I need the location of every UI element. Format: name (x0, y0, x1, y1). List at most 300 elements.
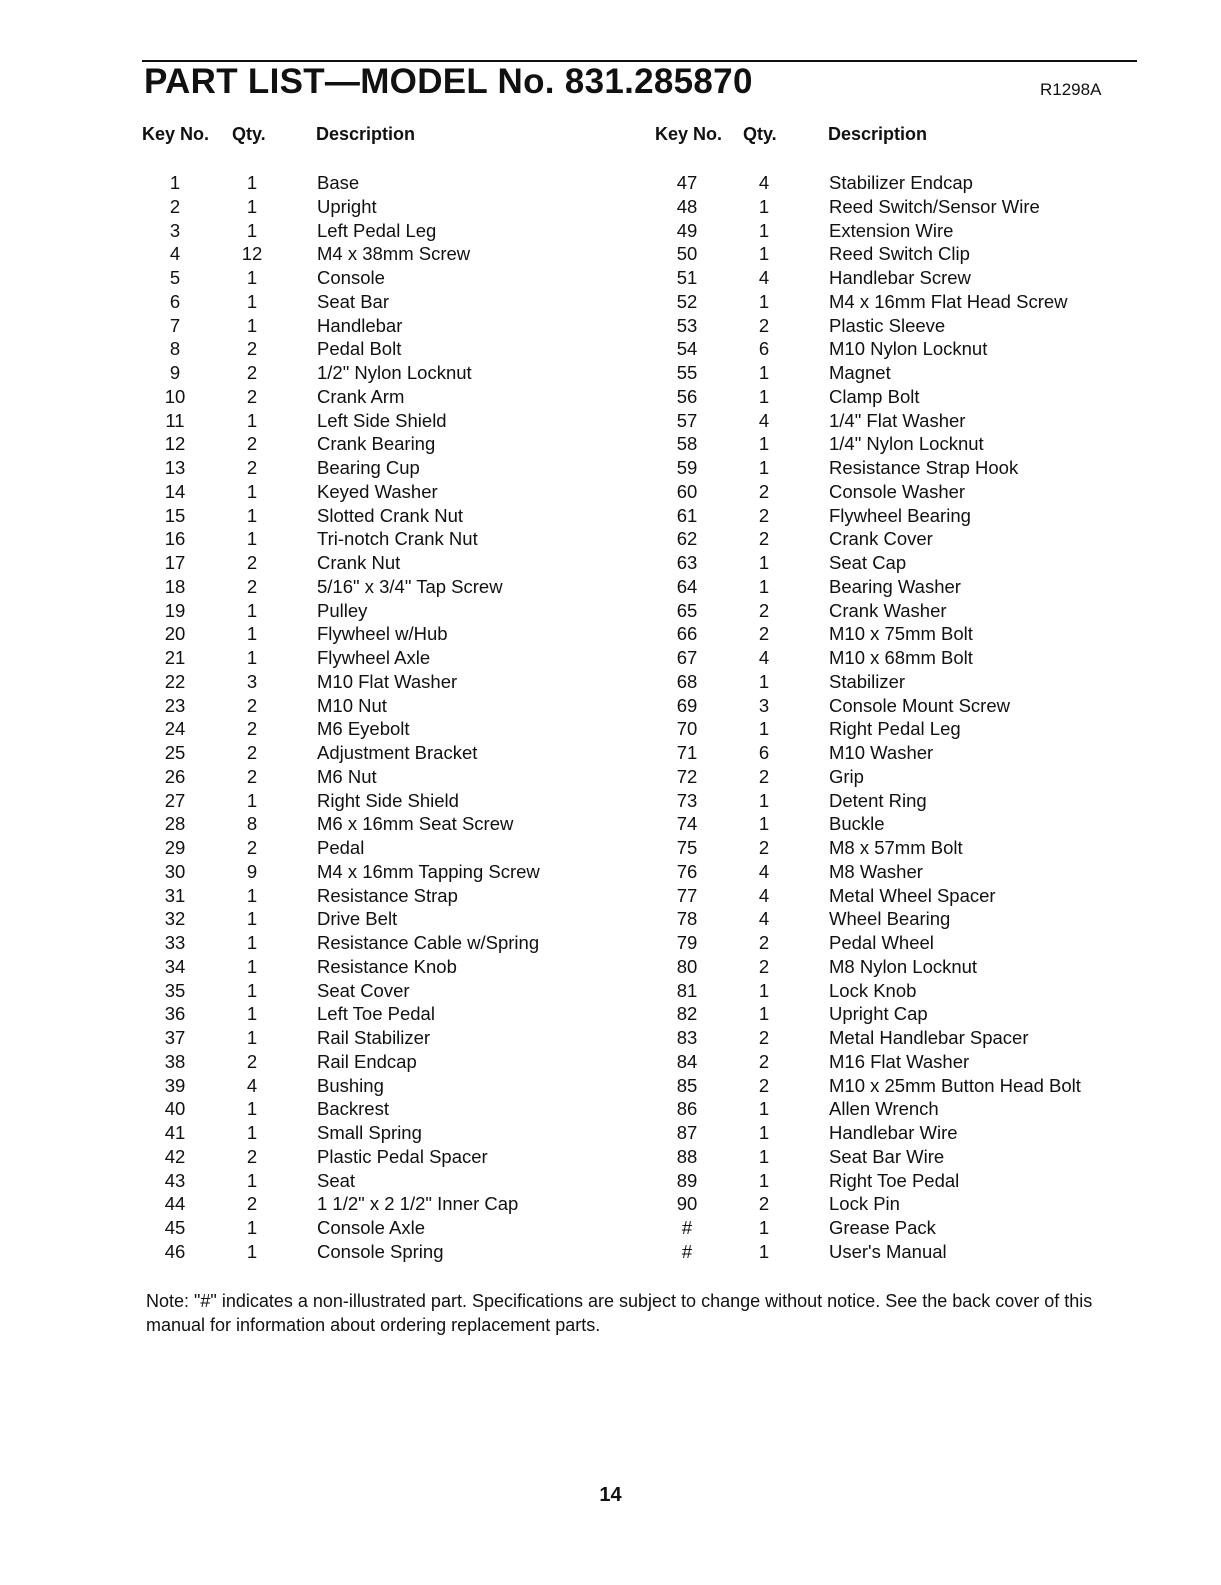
key-number: 40 (164, 1098, 186, 1120)
table-row (662, 718, 1132, 742)
part-description: Upright Cap (829, 1003, 928, 1025)
key-number: # (681, 1240, 693, 1262)
table-row (662, 243, 1132, 267)
parts-table-left (150, 172, 620, 1265)
page-number: 14 (599, 1484, 622, 1506)
table-row (150, 742, 620, 766)
part-description: Bearing Cup (317, 457, 420, 478)
part-description: Handlebar (317, 314, 403, 336)
key-number: 62 (676, 528, 698, 550)
part-description: Magnet (829, 362, 891, 383)
table-row (662, 956, 1132, 980)
table-row (662, 671, 1132, 695)
quantity: 2 (246, 362, 258, 383)
quantity: 4 (758, 647, 770, 668)
key-number: 41 (164, 1122, 186, 1143)
quantity: 1 (758, 789, 770, 811)
part-description: 5/16" x 3/4" Tap Screw (317, 575, 503, 597)
key-number: 63 (676, 552, 698, 573)
table-row (150, 505, 620, 529)
key-number: 44 (164, 1193, 186, 1215)
part-description: Left Pedal Leg (317, 219, 437, 241)
part-description: Seat Cover (317, 979, 410, 1001)
quantity: 4 (758, 860, 770, 882)
quantity: 1 (246, 267, 258, 288)
quantity: 1 (758, 457, 770, 478)
key-number: 60 (676, 480, 698, 502)
part-description: Console Axle (317, 1217, 425, 1238)
key-number: 14 (164, 480, 186, 502)
quantity: 2 (758, 1027, 770, 1048)
part-description: Crank Cover (829, 528, 933, 550)
quantity: 1 (758, 433, 770, 455)
right-header-description: Description (828, 124, 928, 144)
key-number: 70 (676, 718, 698, 740)
key-number: 13 (164, 457, 186, 478)
table-row (662, 172, 1132, 196)
table-row (150, 600, 620, 624)
table-row (662, 362, 1132, 386)
part-description: Crank Nut (317, 552, 401, 573)
table-row (150, 315, 620, 339)
part-description: Crank Washer (829, 599, 947, 621)
table-row (662, 505, 1132, 529)
right-header-qty: Qty. (743, 124, 777, 144)
quantity: 3 (246, 670, 258, 692)
table-row (662, 552, 1132, 576)
part-description: Left Toe Pedal (317, 1003, 435, 1025)
table-row (662, 267, 1132, 291)
part-description: Reed Switch/Sensor Wire (829, 195, 1040, 217)
table-row (150, 956, 620, 980)
key-number: 8 (169, 338, 181, 360)
quantity: 1 (246, 480, 258, 502)
quantity: 2 (246, 718, 258, 740)
quantity: 1 (758, 1122, 770, 1143)
quantity: 1 (758, 385, 770, 407)
table-row (662, 647, 1132, 671)
table-row (662, 790, 1132, 814)
table-row (150, 386, 620, 410)
table-row (662, 932, 1132, 956)
key-number: 47 (676, 172, 698, 193)
part-description: Slotted Crank Nut (317, 504, 464, 526)
table-row (662, 1146, 1132, 1170)
quantity: 1 (246, 599, 258, 621)
quantity: 1 (246, 884, 258, 906)
quantity: 12 (241, 243, 263, 265)
part-description: Pedal Bolt (317, 338, 402, 360)
key-number: 90 (676, 1193, 698, 1215)
part-description: Resistance Strap (317, 884, 458, 906)
table-row (150, 1027, 620, 1051)
quantity: 1 (246, 789, 258, 811)
key-number: 51 (676, 267, 698, 288)
table-row (150, 1051, 620, 1075)
quantity: 4 (758, 884, 770, 906)
quantity: 2 (246, 457, 258, 478)
part-description: Resistance Cable w/Spring (317, 932, 540, 953)
key-number: 20 (164, 623, 186, 645)
key-number: 37 (164, 1027, 186, 1048)
table-row (150, 718, 620, 742)
part-description: M8 x 57mm Bolt (829, 837, 963, 858)
table-row (662, 433, 1132, 457)
key-number: 84 (676, 1050, 698, 1072)
key-number: 64 (676, 575, 698, 597)
part-description: Reed Switch Clip (829, 243, 970, 265)
key-number: 28 (164, 813, 186, 835)
part-description: Drive Belt (317, 908, 398, 930)
table-row (150, 362, 620, 386)
quantity: 1 (758, 219, 770, 241)
quantity: 1 (246, 1217, 258, 1238)
table-row (662, 386, 1132, 410)
key-number: 78 (676, 908, 698, 930)
left-header-qty: Qty. (232, 124, 266, 144)
key-number: 73 (676, 789, 698, 811)
quantity: 2 (246, 694, 258, 716)
part-description: Right Toe Pedal (829, 1169, 960, 1191)
quantity: 2 (246, 765, 258, 787)
key-number: 38 (164, 1050, 186, 1072)
quantity: 1 (758, 552, 770, 573)
table-row (662, 196, 1132, 220)
key-number: 10 (164, 385, 186, 407)
quantity: 2 (246, 433, 258, 455)
table-row (662, 1003, 1132, 1027)
part-description: Metal Wheel Spacer (829, 884, 996, 906)
key-number: 82 (676, 1003, 698, 1025)
table-row (150, 1098, 620, 1122)
table-row (662, 1027, 1132, 1051)
table-row (150, 552, 620, 576)
part-description: Plastic Sleeve (829, 314, 946, 336)
part-description: M4 x 38mm Screw (317, 243, 471, 265)
key-number: 26 (164, 765, 186, 787)
quantity: 1 (758, 1098, 770, 1120)
table-row (662, 1241, 1132, 1265)
key-number: 55 (676, 362, 698, 383)
table-row (662, 742, 1132, 766)
part-description: M6 x 16mm Seat Screw (317, 813, 514, 835)
key-number: 16 (164, 528, 186, 550)
table-row (662, 291, 1132, 315)
key-number: 59 (676, 457, 698, 478)
part-description: 1/2" Nylon Locknut (317, 362, 472, 383)
key-number: 36 (164, 1003, 186, 1025)
part-description: M4 x 16mm Flat Head Screw (829, 290, 1068, 312)
part-description: Grip (829, 765, 864, 787)
key-number: 85 (676, 1074, 698, 1096)
table-row (662, 1075, 1132, 1099)
quantity: 2 (758, 480, 770, 502)
part-description: Clamp Bolt (829, 385, 920, 407)
key-number: 74 (676, 813, 698, 835)
part-description: Crank Bearing (317, 433, 436, 455)
part-description: Stabilizer (829, 670, 906, 692)
key-number: 25 (164, 742, 186, 763)
table-row (662, 695, 1132, 719)
table-row (662, 908, 1132, 932)
quantity: 1 (758, 718, 770, 740)
quantity: 1 (758, 290, 770, 312)
quantity: 1 (246, 504, 258, 526)
quantity: 1 (758, 1217, 770, 1238)
part-description: Right Side Shield (317, 789, 459, 811)
part-description: 1/4" Nylon Locknut (829, 433, 984, 455)
table-row (150, 1003, 620, 1027)
part-description: M6 Nut (317, 765, 377, 787)
table-row (662, 1098, 1132, 1122)
quantity: 1 (246, 1169, 258, 1191)
quantity: 1 (758, 195, 770, 217)
quantity: 1 (758, 243, 770, 265)
key-number: 80 (676, 955, 698, 977)
part-description: Right Pedal Leg (829, 718, 961, 740)
part-description: Resistance Strap Hook (829, 457, 1019, 478)
key-number: 54 (676, 338, 698, 360)
key-number: 42 (164, 1145, 186, 1167)
quantity: 1 (246, 290, 258, 312)
key-number: 33 (164, 932, 186, 953)
quantity: 2 (758, 1193, 770, 1215)
key-number: 58 (676, 433, 698, 455)
key-number: 31 (164, 884, 186, 906)
key-number: 27 (164, 789, 186, 811)
part-description: Console Spring (317, 1240, 444, 1262)
table-row (150, 433, 620, 457)
key-number: 19 (164, 599, 186, 621)
part-description: M10 x 68mm Bolt (829, 647, 973, 668)
quantity: 1 (246, 955, 258, 977)
table-row (150, 576, 620, 600)
quantity: 8 (246, 813, 258, 835)
part-description: Rail Endcap (317, 1050, 417, 1072)
key-number: 2 (169, 195, 181, 217)
key-number: 7 (169, 314, 181, 336)
table-row (150, 790, 620, 814)
quantity: 4 (246, 1074, 258, 1096)
quantity: 2 (758, 932, 770, 953)
table-row (150, 1217, 620, 1241)
part-description: M6 Eyebolt (317, 718, 410, 740)
table-row (150, 1146, 620, 1170)
table-row (662, 338, 1132, 362)
table-row (662, 1193, 1132, 1217)
table-row (662, 623, 1132, 647)
quantity: 4 (758, 409, 770, 431)
part-description: Left Side Shield (317, 409, 447, 431)
part-description: Bushing (317, 1074, 384, 1096)
part-description: Pulley (317, 599, 368, 621)
table-row (150, 528, 620, 552)
quantity: 2 (246, 742, 258, 763)
key-number: 15 (164, 504, 186, 526)
key-number: 5 (169, 267, 181, 288)
quantity: 1 (758, 575, 770, 597)
quantity: 1 (246, 409, 258, 431)
quantity: 1 (758, 1145, 770, 1167)
part-description: Console Mount Screw (829, 694, 1010, 716)
key-number: 9 (169, 362, 181, 383)
quantity: 6 (758, 742, 770, 763)
part-description: Seat Bar (317, 290, 389, 312)
table-row (662, 861, 1132, 885)
quantity: 2 (246, 552, 258, 573)
key-number: 12 (164, 433, 186, 455)
table-row (662, 1170, 1132, 1194)
key-number: 35 (164, 979, 186, 1001)
key-number: 4 (169, 243, 181, 265)
key-number: 1 (169, 172, 181, 193)
quantity: 1 (758, 1240, 770, 1262)
part-description: Lock Pin (829, 1193, 900, 1215)
document-number: R1298A (1040, 80, 1102, 99)
table-row (150, 481, 620, 505)
part-description: 1/4" Flat Washer (829, 409, 966, 431)
key-number: 46 (164, 1240, 186, 1262)
part-description: Rail Stabilizer (317, 1027, 431, 1048)
key-number: 49 (676, 219, 698, 241)
table-row (150, 243, 620, 267)
key-number: 61 (676, 504, 698, 526)
part-description: M8 Nylon Locknut (829, 955, 978, 977)
quantity: 1 (246, 1240, 258, 1262)
quantity: 1 (758, 1003, 770, 1025)
quantity: 2 (758, 1074, 770, 1096)
key-number: 52 (676, 290, 698, 312)
table-row (150, 1075, 620, 1099)
key-number: 67 (676, 647, 698, 668)
part-description: M10 Flat Washer (317, 670, 458, 692)
key-number: 71 (676, 742, 698, 763)
part-description: Wheel Bearing (829, 908, 951, 930)
part-description: Base (317, 172, 360, 193)
page-title: PART LIST—MODEL No. 831.285870 (144, 62, 753, 101)
key-number: 45 (164, 1217, 186, 1238)
key-number: 79 (676, 932, 698, 953)
part-description: Pedal Wheel (829, 932, 934, 953)
table-row (662, 885, 1132, 909)
part-description: Flywheel w/Hub (317, 623, 448, 645)
table-row (150, 623, 620, 647)
table-row (150, 766, 620, 790)
part-description: Seat (317, 1169, 356, 1191)
key-number: 68 (676, 670, 698, 692)
key-number: 6 (169, 290, 181, 312)
part-description: M16 Flat Washer (829, 1050, 970, 1072)
table-row (662, 766, 1132, 790)
key-number: 24 (164, 718, 186, 740)
table-row (662, 315, 1132, 339)
quantity: 1 (246, 219, 258, 241)
part-description: Keyed Washer (317, 480, 438, 502)
quantity: 2 (246, 1145, 258, 1167)
quantity: 2 (246, 837, 258, 858)
table-row (150, 1193, 620, 1217)
key-number: 77 (676, 884, 698, 906)
key-number: 32 (164, 908, 186, 930)
key-number: 23 (164, 694, 186, 716)
table-row (150, 1170, 620, 1194)
quantity: 1 (246, 908, 258, 930)
part-description: M10 x 75mm Bolt (829, 623, 973, 645)
part-description: Tri-notch Crank Nut (317, 528, 478, 550)
parts-table-right (662, 172, 1132, 1265)
part-description: Handlebar Screw (829, 267, 971, 288)
part-description: Resistance Knob (317, 955, 457, 977)
part-description: Backrest (317, 1098, 389, 1120)
part-description: Flywheel Bearing (829, 504, 971, 526)
quantity: 2 (758, 528, 770, 550)
quantity: 2 (246, 575, 258, 597)
quantity: 1 (758, 670, 770, 692)
part-description: Upright (317, 195, 377, 217)
table-row (662, 1051, 1132, 1075)
key-number: 29 (164, 837, 186, 858)
quantity: 1 (246, 979, 258, 1001)
part-description: M8 Washer (829, 860, 923, 882)
table-row (662, 837, 1132, 861)
table-row (150, 837, 620, 861)
quantity: 6 (758, 338, 770, 360)
footnote: Note: "#" indicates a non-illustrated part. Specifications are subject to change without notice. See the back cover of this manual for information about ordering replacement parts. (146, 1291, 1093, 1335)
quantity: 1 (246, 647, 258, 668)
part-description: Detent Ring (829, 789, 927, 811)
table-row (150, 671, 620, 695)
table-row (662, 600, 1132, 624)
part-description: M10 Nut (317, 694, 387, 716)
quantity: 2 (246, 1050, 258, 1072)
quantity: 2 (758, 837, 770, 858)
key-number: 21 (164, 647, 186, 668)
table-row (150, 885, 620, 909)
table-row (150, 1241, 620, 1265)
table-row (662, 1122, 1132, 1146)
quantity: 1 (246, 172, 258, 193)
key-number: 50 (676, 243, 698, 265)
key-number: 72 (676, 765, 698, 787)
table-row (662, 576, 1132, 600)
left-header-key-no: Key No. (142, 124, 210, 144)
part-description: Plastic Pedal Spacer (317, 1145, 488, 1167)
part-description: Seat Cap (829, 552, 907, 573)
part-description: Metal Handlebar Spacer (829, 1027, 1029, 1048)
table-row (150, 813, 620, 837)
quantity: 2 (758, 765, 770, 787)
key-number: 48 (676, 195, 698, 217)
table-row (150, 908, 620, 932)
table-row (150, 267, 620, 291)
key-number: 39 (164, 1074, 186, 1096)
key-number: 75 (676, 837, 698, 858)
table-row (150, 932, 620, 956)
right-header-key-no: Key No. (655, 124, 723, 144)
key-number: 87 (676, 1122, 698, 1143)
key-number: 11 (165, 409, 185, 431)
quantity: 1 (246, 1027, 258, 1048)
table-row (662, 457, 1132, 481)
quantity: 1 (246, 1003, 258, 1025)
part-description: Grease Pack (829, 1217, 936, 1238)
quantity: 3 (758, 694, 770, 716)
quantity: 2 (758, 623, 770, 645)
table-row (150, 647, 620, 671)
key-number: 43 (164, 1169, 186, 1191)
table-row (150, 196, 620, 220)
part-description: Flywheel Axle (317, 647, 431, 668)
